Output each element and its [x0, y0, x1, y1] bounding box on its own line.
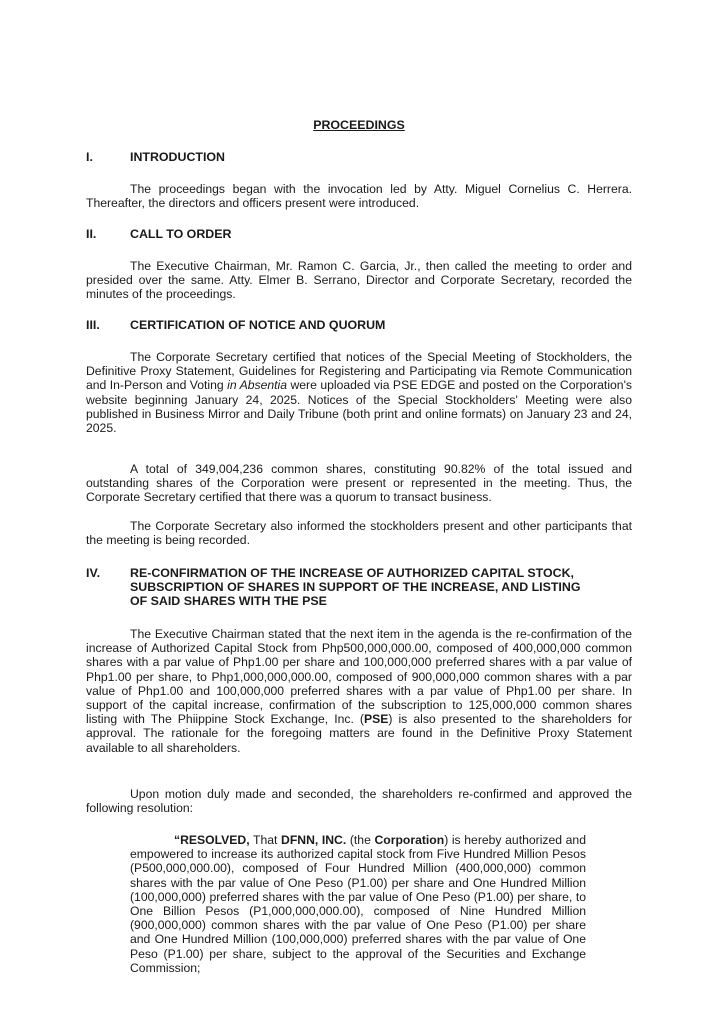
- document-title: PROCEEDINGS: [313, 118, 405, 132]
- section-title: CERTIFICATION OF NOTICE AND QUORUM: [130, 318, 386, 332]
- section-heading-call-to-order: [86, 227, 632, 241]
- section-heading-reconfirmation: [86, 566, 632, 609]
- section-number: IV.: [86, 566, 101, 580]
- paragraph-motion: Upon motion duly made and seconded, the shareholders re-confirmed and approved the following resolution:: [86, 787, 632, 816]
- section-title: INTRODUCTION: [130, 150, 225, 164]
- resolution-text: “RESOLVED, That DFNN, INC. (the Corporation) is hereby authorized and empowered to increase its authorized capital stock from Five Hundred Million Pesos (P500,000,000.00), composed of Four Hundred Million (400,000,000) common shares with the par value of One Peso (P1.00) per share and One Hundred Million (100,000,000) preferred shares with the par value of One Peso (P1.00) per share, to One Billion Pesos (P1,000,000,000.00), composed of Nine Hundred Million (900,000,000) common shares with the par value of One Peso (P1.00) per share and One Hundred Million (100,000,000) preferred shares with the par value of One Peso (P1.00) per share, subject to the approval of the Securities and Exchange Commission;: [130, 833, 586, 975]
- paragraph-call-to-order: The Executive Chairman, Mr. Ramon C. Garcia, Jr., then called the meeting to order and presided over the same. Atty. Elmer B. Serrano, Director and Corporate Secretary, recorded the minutes of the proceedings.: [86, 259, 632, 302]
- section-heading-certification: [86, 318, 632, 332]
- section-number: III.: [86, 318, 100, 332]
- paragraph-certification-notice: The Corporate Secretary certified that notices of the Special Meeting of Stockholders, the Definitive Proxy Statement, Guidelines for Registering and Participating via Remote Communication and In-Person and Voting in Absentia were uploaded via PSE EDGE and posted on the Corporation's website beginning January 24, 2025. Notices of the Special Stockholders' Meeting were also published in Business Mirror and Daily Tribune (both print and online formats) on January 23 and 24, 2025.: [86, 350, 632, 436]
- paragraph-introduction: The proceedings began with the invocation led by Atty. Miguel Cornelius C. Herrera. Thereafter, the directors and officers present were introduced.: [86, 182, 632, 211]
- section-heading-introduction: [86, 150, 632, 164]
- section-number: II.: [86, 227, 97, 241]
- section-title: CALL TO ORDER: [130, 227, 232, 241]
- section-number: I.: [86, 150, 93, 164]
- section-title: RE-CONFIRMATION OF THE INCREASE OF AUTHORIZED CAPITAL STOCK, SUBSCRIPTION OF SHARES IN SUPPORT OF THE INCREASE, AND LISTING OF SAID SHARES WITH THE PSE: [130, 566, 581, 609]
- paragraph-recording-notice: The Corporate Secretary also informed the stockholders present and other participants that the meeting is being recorded.: [86, 519, 632, 548]
- paragraph-quorum: A total of 349,004,236 common shares, constituting 90.82% of the total issued and outstanding shares of the Corporation were present or represented in the meeting. Thus, the Corporate Secretary certified that there was a quorum to transact business.: [86, 462, 632, 505]
- paragraph-reconfirmation: The Executive Chairman stated that the next item in the agenda is the re-confirmation of the increase of Authorized Capital Stock from Php500,000,000.00, composed of 400,000,000 common shares with a par value of Php1.00 per share and 100,000,000 preferred shares with a par value of Php1.00 per share, to Php1,000,000,000.00, composed of 900,000,000 common shares with a par value of Php1.00 and 100,000,000 preferred shares with a par value of Php1.00 per share. In support of the capital increase, confirmation of the subscription to 125,000,000 common shares listing with The Phiippine Stock Exchange, Inc. (PSE) is also presented to the shareholders for approval. The rationale for the foregoing matters are found in the Definitive Proxy Statement available to all shareholders.: [86, 627, 633, 755]
